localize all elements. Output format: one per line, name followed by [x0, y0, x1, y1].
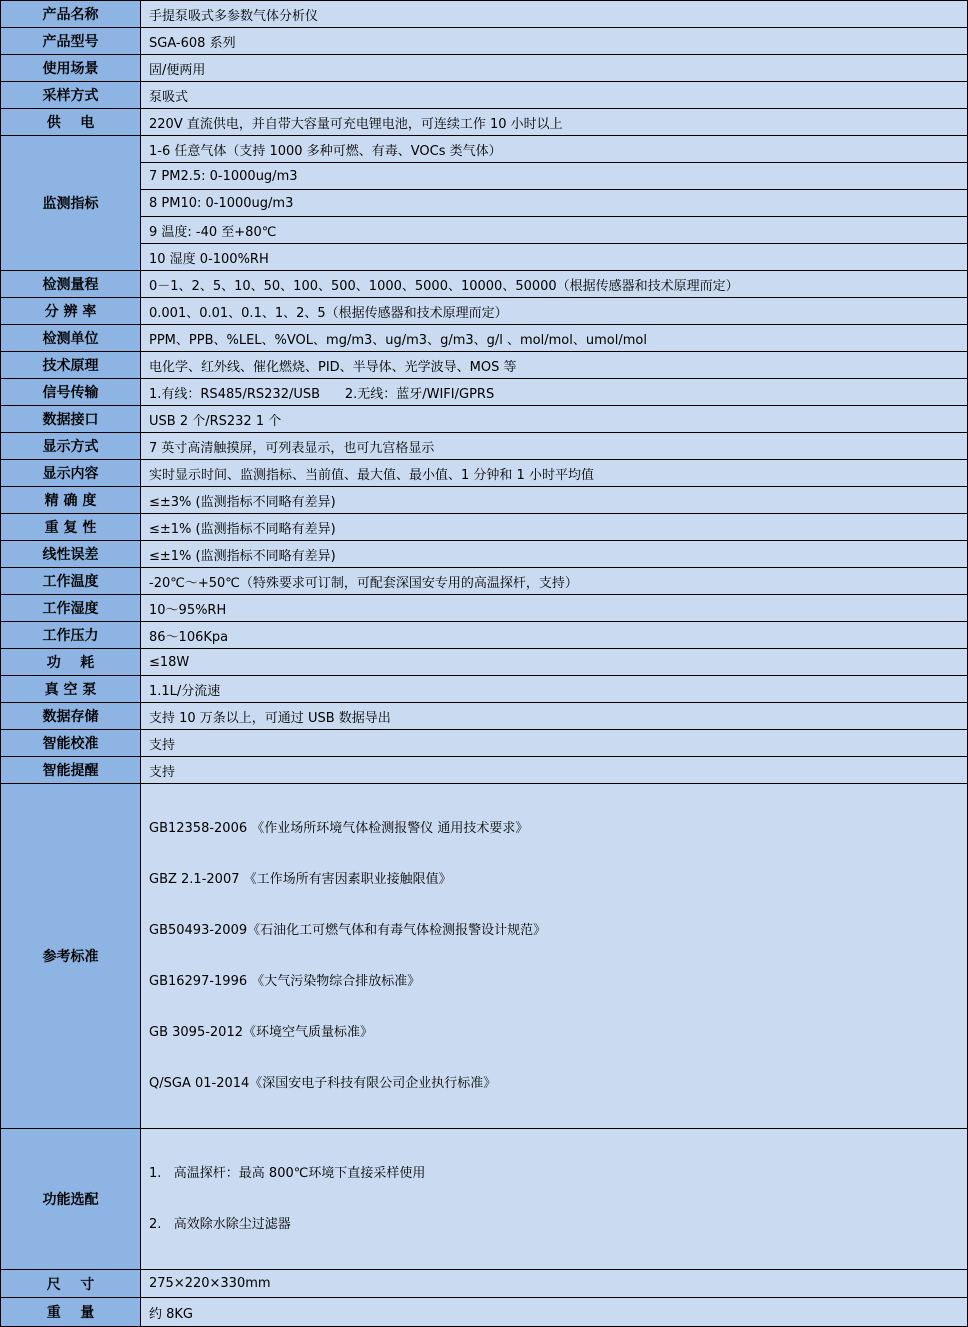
table-row [1, 352, 968, 379]
row-value: 10～95%RH [141, 595, 968, 622]
row-label: 分 辨 率 [1, 298, 141, 325]
table-row [1, 325, 968, 352]
row-value: -20℃～+50℃（特殊要求可订制，可配套深国安专用的高温探杆，支持） [141, 568, 968, 595]
row-value: 手提泵吸式多参数气体分析仪 [141, 1, 968, 28]
row-value [141, 784, 968, 1129]
table-row [1, 703, 968, 730]
table-row [1, 541, 968, 568]
row-value: 0－1、2、5、10、50、100、500、1000、5000、10000、50000（根据传感器和技术原理而定） [141, 271, 968, 298]
row-value: 1.1L/分流速 [141, 676, 968, 703]
row-label: 功 耗 [1, 649, 141, 676]
row-label: 工作温度 [1, 568, 141, 595]
option-line: 1. 高温探杆：最高 800℃环境下直接采样使用 [149, 1166, 426, 1181]
row-value: 电化学、红外线、催化燃烧、PID、半导体、光学波导、MOS 等 [141, 352, 968, 379]
row-value: 8 PM10: 0-1000ug/m3 [141, 190, 968, 217]
row-label: 功能选配 [1, 1129, 141, 1270]
table-row [1, 676, 968, 703]
row-value: 固/便两用 [141, 55, 968, 82]
row-value: ≤±1% (监测指标不同略有差异) [141, 514, 968, 541]
standard-line: GB16297-1996 《大气污染物综合排放标准》 [149, 974, 421, 989]
table-row-optional-features [1, 1129, 968, 1270]
table-row-reference-standards [1, 784, 968, 1129]
table-row [1, 109, 968, 136]
table-row [1, 568, 968, 595]
row-value: 实时显示时间、监测指标、当前值、最大值、最小值、1 分钟和 1 小时平均值 [141, 460, 968, 487]
table-row [1, 649, 968, 676]
row-label: 精 确 度 [1, 487, 141, 514]
table-row [1, 55, 968, 82]
standard-line: GB50493-2009《石油化工可燃气体和有毒气体检测报警设计规范》 [149, 923, 547, 938]
table-row [1, 28, 968, 55]
row-label: 重 复 性 [1, 514, 141, 541]
row-label: 智能校准 [1, 730, 141, 757]
row-value: 约 8KG [141, 1298, 968, 1327]
row-value: 0.001、0.01、0.1、1、2、5（根据传感器和技术原理而定） [141, 298, 968, 325]
row-value: ≤±1% (监测指标不同略有差异) [141, 541, 968, 568]
row-value: 220V 直流供电，并自带大容量可充电锂电池，可连续工作 10 小时以上 [141, 109, 968, 136]
table-row-monitor-indicators [1, 136, 968, 163]
row-label: 工作压力 [1, 622, 141, 649]
row-label: 检测量程 [1, 271, 141, 298]
row-label: 数据存储 [1, 703, 141, 730]
table-row [1, 757, 968, 784]
table-row [1, 622, 968, 649]
row-value: 支持 [141, 757, 968, 784]
standard-line: GB 3095-2012《环境空气质量标准》 [149, 1025, 373, 1040]
row-label: 技术原理 [1, 352, 141, 379]
row-label: 检测单位 [1, 325, 141, 352]
row-value: PPM、PPB、%LEL、%VOL、mg/m3、ug/m3、g/m3、g/l 、mol/mol、umol/mol [141, 325, 968, 352]
row-label: 信号传输 [1, 379, 141, 406]
row-value [141, 1129, 968, 1270]
row-value: SGA-608 系列 [141, 28, 968, 55]
row-label: 参考标准 [1, 784, 141, 1129]
table-row [1, 514, 968, 541]
table-row [1, 1270, 968, 1298]
row-value: 86～106Kpa [141, 622, 968, 649]
table-row-monitor-indicators [1, 217, 968, 244]
table-row [1, 406, 968, 433]
row-label: 供 电 [1, 109, 141, 136]
row-value: USB 2 个/RS232 1 个 [141, 406, 968, 433]
option-line: 2. 高效除水除尘过滤器 [149, 1217, 291, 1232]
row-value: 275×220×330mm [141, 1270, 968, 1298]
row-value: 10 湿度 0-100%RH [141, 244, 968, 271]
row-value: 支持 [141, 730, 968, 757]
standard-line: GBZ 2.1-2007 《工作场所有害因素职业接触限值》 [149, 872, 452, 887]
row-label: 采样方式 [1, 82, 141, 109]
table-row [1, 595, 968, 622]
row-label: 使用场景 [1, 55, 141, 82]
row-value: ≤18W [141, 649, 968, 676]
table-row-monitor-indicators [1, 190, 968, 217]
row-label: 尺 寸 [1, 1270, 141, 1298]
table-row [1, 730, 968, 757]
row-label: 产品型号 [1, 28, 141, 55]
row-label: 重 量 [1, 1298, 141, 1327]
row-label: 线性误差 [1, 541, 141, 568]
standard-line: Q/SGA 01-2014《深国安电子科技有限公司企业执行标准》 [149, 1076, 497, 1091]
row-label: 工作湿度 [1, 595, 141, 622]
table-row [1, 82, 968, 109]
row-value: ≤±3% (监测指标不同略有差异) [141, 487, 968, 514]
row-label: 智能提醒 [1, 757, 141, 784]
row-value: 1.有线：RS485/RS232/USB 2.无线：蓝牙/WIFI/GPRS [141, 379, 968, 406]
row-value: 支持 10 万条以上，可通过 USB 数据导出 [141, 703, 968, 730]
row-value: 1-6 任意气体（支持 1000 多种可燃、有毒、VOCs 类气体） [141, 136, 968, 163]
row-label: 产品名称 [1, 1, 141, 28]
table-row [1, 1, 968, 28]
table-row [1, 1298, 968, 1327]
table-row [1, 460, 968, 487]
row-label: 数据接口 [1, 406, 141, 433]
table-row [1, 487, 968, 514]
table-row-monitor-indicators [1, 244, 968, 271]
table-row [1, 271, 968, 298]
row-label: 显示方式 [1, 433, 141, 460]
row-label: 监测指标 [1, 136, 141, 271]
table-row [1, 433, 968, 460]
row-value: 9 温度: -40 至+80℃ [141, 217, 968, 244]
table-row [1, 379, 968, 406]
row-label: 真 空 泵 [1, 676, 141, 703]
row-value: 7 英寸高清触摸屏，可列表显示，也可九宫格显示 [141, 433, 968, 460]
row-value: 7 PM2.5: 0-1000ug/m3 [141, 163, 968, 190]
row-value: 泵吸式 [141, 82, 968, 109]
table-row-monitor-indicators [1, 163, 968, 190]
table-row [1, 298, 968, 325]
standard-line: GB12358-2006 《作业场所环境气体检测报警仪 通用技术要求》 [149, 821, 529, 836]
row-label: 显示内容 [1, 460, 141, 487]
